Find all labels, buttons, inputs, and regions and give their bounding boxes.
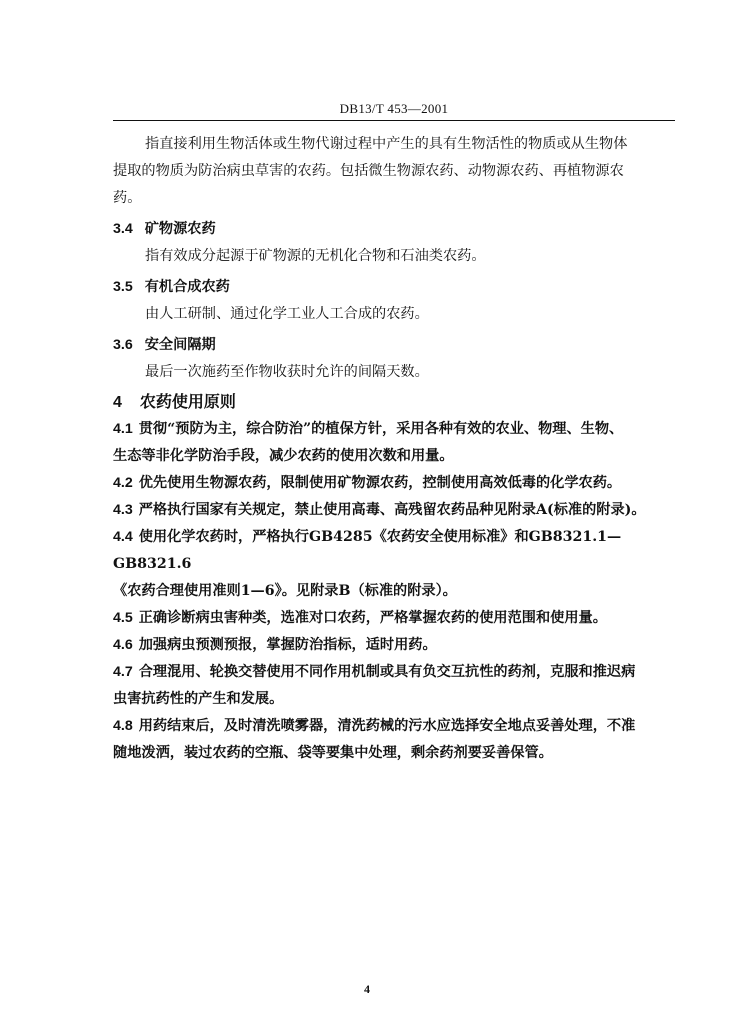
item-4-2 xyxy=(113,470,679,497)
item-4-3 xyxy=(113,497,679,524)
section-number: 3.5 xyxy=(113,279,133,295)
item-line-1 xyxy=(113,659,679,686)
item-line-1 xyxy=(113,470,679,497)
section-title: 安全间隔期 xyxy=(144,337,216,353)
item-4-7 xyxy=(113,659,679,713)
section-3-4 xyxy=(113,216,679,270)
item-4-4 xyxy=(113,524,679,605)
item-4-6 xyxy=(113,632,679,659)
item-text: 合理混用、轮换交替使用不同作用机制或具有负交互抗性的药剂，克服和推迟病 xyxy=(138,664,636,680)
item-text: 正确诊断病虫害种类，选准对口农药，严格掌握农药的使用范围和使用量。 xyxy=(138,610,607,626)
section-3-5 xyxy=(113,274,679,328)
item-text: 加强病虫预测预报，掌握防治指标，适时用药。 xyxy=(138,637,437,653)
section-title: 矿物源农药 xyxy=(144,221,216,237)
section-body: 由人工研制、通过化学工业人工合成的农药。 xyxy=(145,306,429,322)
intro-line-2: 提取的物质为防治病虫草害的农药。包括微生物源农药、动物源农药、再植物源农 xyxy=(113,163,624,179)
item-text: 使用化学农药时，严格执行GB4285《农药安全使用标准》和GB8321.1—GB8321.6 xyxy=(113,529,622,572)
item-line-1 xyxy=(113,713,679,740)
item-number: 4.5 xyxy=(113,610,133,626)
document-body xyxy=(113,131,679,767)
item-text: 用药结束后，及时清洗喷雾器，清洗药械的污水应选择安全地点妥善处理，不准 xyxy=(138,718,636,734)
header-divider xyxy=(113,120,675,121)
item-line-1 xyxy=(113,497,679,524)
section-heading xyxy=(113,332,679,359)
section-body: 指有效成分起源于矿物源的无机化合物和石油类农药。 xyxy=(145,248,486,264)
chapter-number: 4 xyxy=(113,394,122,411)
item-text: 优先使用生物源农药，限制使用矿物源农药，控制使用高效低毒的化学农药。 xyxy=(138,475,622,491)
chapter-4-heading xyxy=(113,388,679,416)
item-number: 4.7 xyxy=(113,664,133,680)
item-line-1 xyxy=(113,416,679,443)
item-line-2: 虫害抗药性的产生和发展。 xyxy=(113,691,284,707)
item-text: 贯彻“预防为主，综合防治”的植保方针，采用各种有效的农业、物理、生物、 xyxy=(138,421,624,437)
intro-line-3: 药。 xyxy=(113,190,142,206)
item-line-2: 生态等非化学防治手段，减少农药的使用次数和用量。 xyxy=(113,448,454,464)
item-number: 4.8 xyxy=(113,718,133,734)
document-header-code: DB13/T 453—2001 xyxy=(339,101,449,116)
item-number: 4.3 xyxy=(113,502,133,518)
item-number: 4.2 xyxy=(113,475,133,491)
section-title: 有机合成农药 xyxy=(144,279,230,295)
section-number: 3.4 xyxy=(113,221,133,237)
item-line-1 xyxy=(113,524,679,578)
section-heading xyxy=(113,216,679,243)
item-line-1 xyxy=(113,632,679,659)
item-number: 4.6 xyxy=(113,637,133,653)
item-number: 4.4 xyxy=(113,529,133,545)
chapter-title: 农药使用原则 xyxy=(139,392,236,411)
item-4-5 xyxy=(113,605,679,632)
section-heading xyxy=(113,274,679,301)
item-text: 严格执行国家有关规定，禁止使用高毒、高残留农药品种见附录A(标准的附录)。 xyxy=(138,502,646,518)
page-number: 4 xyxy=(364,982,370,996)
section-body: 最后一次施药至作物收获时允许的间隔天数。 xyxy=(145,364,429,380)
section-3-6 xyxy=(113,332,679,386)
item-4-1 xyxy=(113,416,679,470)
item-4-8 xyxy=(113,713,679,767)
item-line-2: 《农药合理使用准则1—6》。见附录B（标准的附录）。 xyxy=(113,583,457,599)
intro-line-1: 指直接利用生物活体或生物代谢过程中产生的具有生物活性的物质或从生物体 xyxy=(145,136,628,152)
item-number: 4.1 xyxy=(113,421,133,437)
section-number: 3.6 xyxy=(113,337,133,353)
item-line-1 xyxy=(113,605,679,632)
item-line-2: 随地泼洒，装过农药的空瓶、袋等要集中处理，剩余药剂要妥善保管。 xyxy=(113,745,553,761)
